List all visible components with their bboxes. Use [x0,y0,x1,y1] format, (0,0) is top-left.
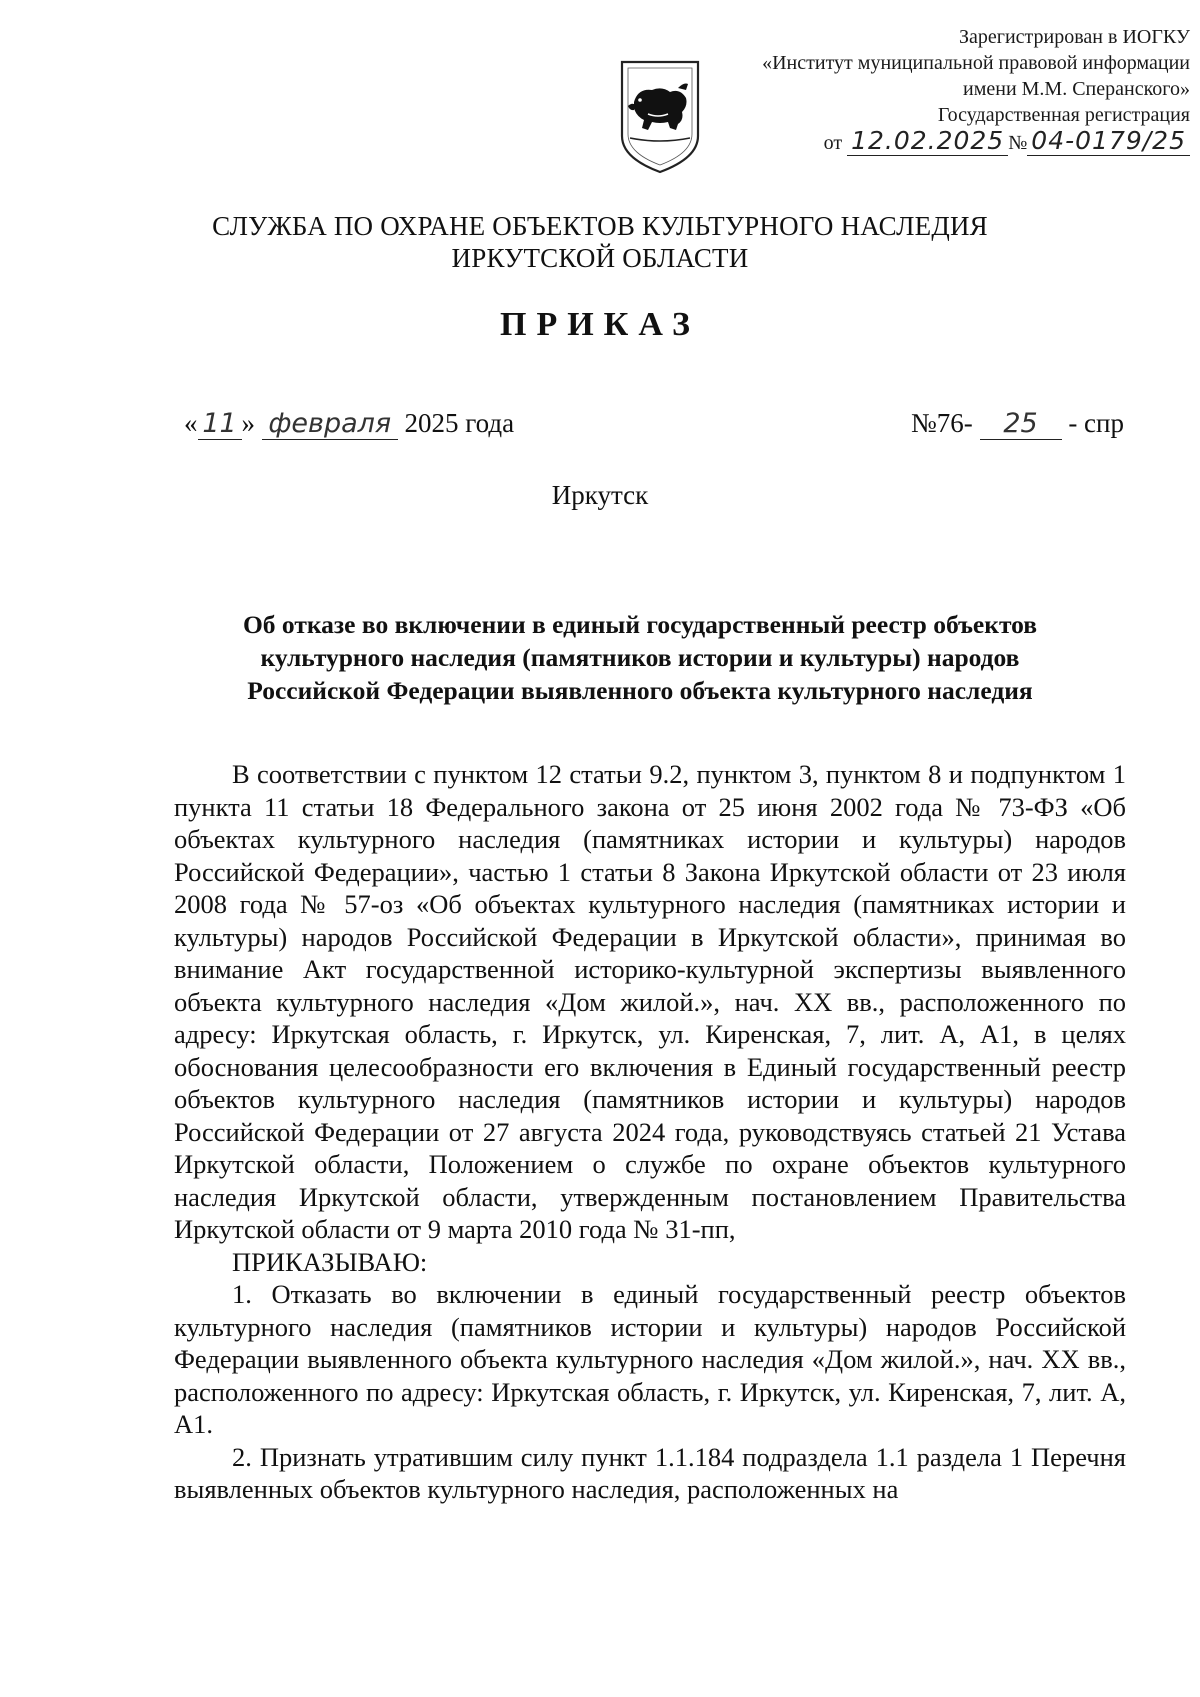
city: Иркутск [551,480,649,510]
order-word: ПРИКАЗЫВАЮ: [232,1246,428,1277]
heading-line-2: культурного наследия (памятников истории и культуры) народов [260,643,1020,672]
stamp-number-label: № [1008,132,1028,154]
date-day: 11 [198,408,242,440]
document-type-title: ПРИКАЗ [500,306,700,343]
stamp-line-2: «Институт муниципальной правовой информации [762,52,1190,74]
date-open-quote: « [184,408,198,438]
stamp-registration-line [762,128,1190,156]
document-body [174,758,1126,1506]
date-close-quote: » [241,408,255,438]
date-month: февраля [262,408,398,440]
stamp-number: 04-0179/25 [1027,126,1190,156]
number-suffix: - спр [1068,408,1124,438]
stamp-line-4: Государственная регистрация [937,104,1190,126]
preamble-paragraph: В соответствии с пунктом 12 статьи 9.2, пунктом 3, пунктом 8 и подпунктом 1 пункта 11 статьи 18 Федерального закона от 25 июня 2002 года № 73-ФЗ «Об объектах культурного наследия (памятниках истории и культуры) народов Российской Федерации», частью 1 статьи 8 Закона Иркутской области от 23 июля 2008 года № 57-оз «Об объектах культурного наследия (памятниках истории и культуры) народов Российской Федерации в Иркутской области», принимая во внимание Акт государственной историко-культурной экспертизы выявленного объекта культурного наследия «Дом жилой.», нач. XX вв., расположенного по адресу: Иркутская область, г. Иркутск, ул. Киренская, 7, лит. А, А1, в целях обоснования целесообразности его включения в Единый государственный реестр объектов культурного наследия (памятников истории и культуры) народов Российской Федерации от 27 августа 2024 года, руководствуясь статьей 21 Устава Иркутской области, Положением о службе по охране объектов культурного наследия Иркутской области, утвержденным постановлением Правительства Иркутской области от 9 марта 2010 года № 31-пп, [174,759,1126,1244]
number-prefix: №76- [911,408,973,438]
number-value: 25 [980,408,1062,440]
agency-line-2: ИРКУТСКОЙ ОБЛАСТИ [451,243,749,273]
stamp-line-3: имени М.М. Сперанского» [963,78,1190,100]
heading-line-1: Об отказе во включении в единый государственный реестр объектов [242,610,1038,639]
coat-of-arms-icon [618,58,702,176]
irkutsk-coat-of-arms-icon [618,58,702,176]
stamp-prefix: от [823,132,843,154]
document-date [184,408,514,440]
date-year: 2025 года [404,408,515,438]
stamp-date: 12.02.2025 [847,126,1008,156]
stamp-line-1: Зарегистрирован в ИОГКУ [959,26,1190,48]
registration-stamp [762,24,1190,156]
heading-line-3: Российской Федерации выявленного объекта культурного наследия [247,676,1033,705]
agency-line-1: СЛУЖБА ПО ОХРАНЕ ОБЪЕКТОВ КУЛЬТУРНОГО НАСЛЕДИЯ [212,211,988,241]
agency-name [0,210,1200,274]
order-item-1: 1. Отказать во включении в единый государственный реестр объектов культурного наследия (памятников истории и культуры) народов Российской Федерации выявленного объекта культурного наследия «Дом жилой.», нач. XX вв., расположенного по адресу: Иркутская область, г. Иркутск, ул. Киренская, 7, лит. А, А1. [174,1279,1126,1439]
document-heading [190,608,1090,707]
document-number [911,408,1124,440]
order-item-2: 2. Признать утратившим силу пункт 1.1.184 подраздела 1.1 раздела 1 Перечня выявленных объектов культурного наследия, расположенных на [174,1441,1126,1504]
